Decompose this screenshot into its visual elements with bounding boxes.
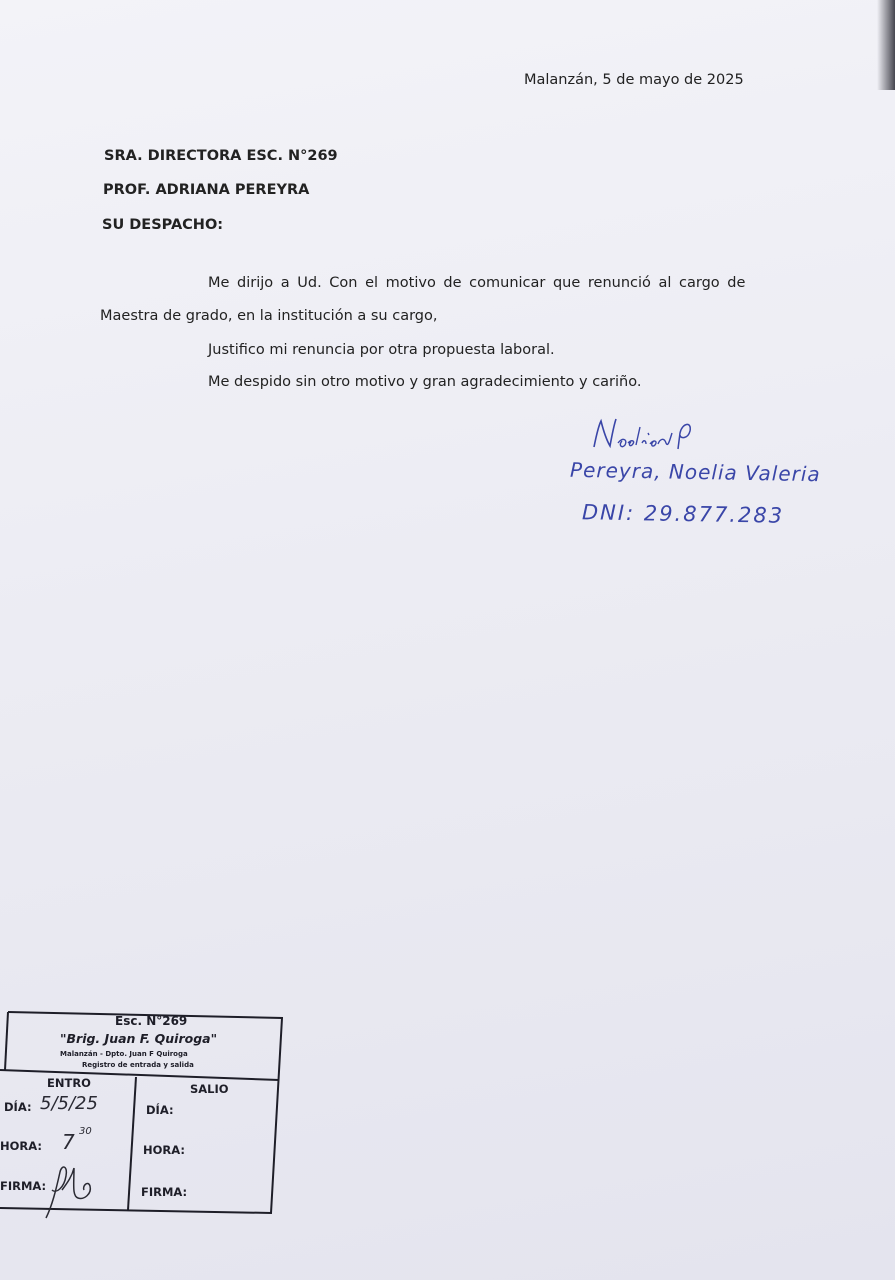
signer-dni: DNI: 29.877.283 bbox=[581, 500, 785, 528]
paragraph-3: Me despido sin otro motivo y gran agradecimiento y cariño. bbox=[208, 374, 642, 390]
stamp-entry-header: ENTRO bbox=[47, 1076, 91, 1090]
stamp-entry-hour-superscript: 30 bbox=[79, 1126, 92, 1137]
stamp-location: Malanzán - Dpto. Juan F Quiroga bbox=[60, 1050, 188, 1058]
stamp-entry-signature-label: FIRMA: bbox=[0, 1179, 47, 1193]
stamp-exit-signature-label: FIRMA: bbox=[141, 1185, 188, 1199]
stamp-entry-day-value: 5/5/25 bbox=[40, 1093, 98, 1114]
stamp-exit-day-label: DÍA: bbox=[146, 1103, 174, 1117]
recipient-line-1: SRA. DIRECTORA ESC. N°269 bbox=[104, 148, 338, 164]
stamp-entry-hour-label: HORA: bbox=[0, 1139, 42, 1153]
handwritten-signature bbox=[592, 413, 712, 462]
stamp-entry-signature-scribble bbox=[38, 1160, 108, 1224]
paragraph-2: Justifico mi renuncia por otra propuesta laboral. bbox=[208, 342, 555, 358]
stamp-entry-hour-value: 7 bbox=[62, 1130, 75, 1154]
paragraph-1-line-1: Me dirijo a Ud. Con el motivo de comunicar que renunció al cargo de bbox=[208, 275, 746, 291]
recipient-line-3: SU DESPACHO: bbox=[102, 217, 224, 233]
school-receipt-stamp bbox=[0, 1010, 283, 1215]
stamp-subtitle: Registro de entrada y salida bbox=[82, 1061, 194, 1069]
paragraph-1-line-2: Maestra de grado, en la institución a su cargo, bbox=[100, 308, 438, 324]
page-edge-shadow bbox=[877, 0, 895, 90]
stamp-exit-hour-label: HORA: bbox=[143, 1143, 185, 1157]
place-date: Malanzán, 5 de mayo de 2025 bbox=[524, 72, 744, 88]
stamp-school-number: Esc. N°269 bbox=[115, 1014, 188, 1028]
recipient-line-2: PROF. ADRIANA PEREYRA bbox=[103, 182, 310, 198]
stamp-school-name: "Brig. Juan F. Quiroga" bbox=[60, 1031, 218, 1046]
signer-name: Pereyra, Noelia Valeria bbox=[569, 457, 821, 487]
stamp-exit-header: SALIO bbox=[190, 1082, 229, 1096]
stamp-entry-day-label: DÍA: bbox=[4, 1100, 32, 1114]
